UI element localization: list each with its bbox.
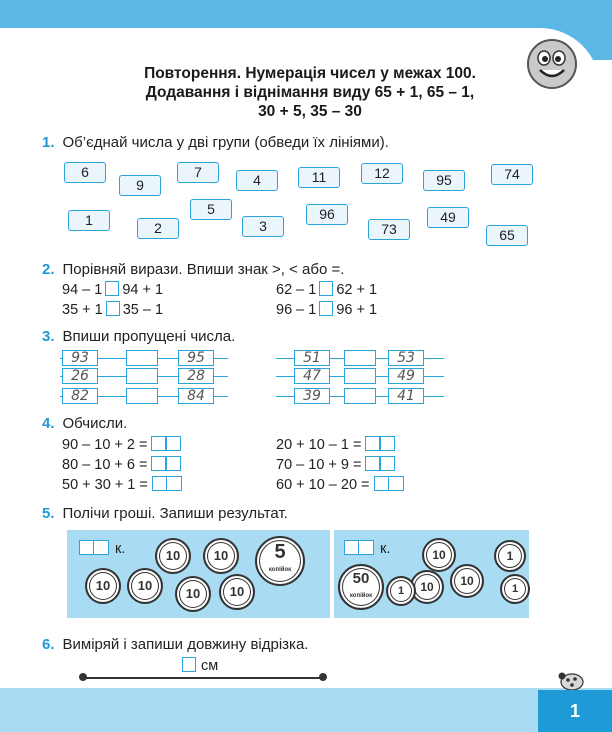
seq-cell: 26 <box>62 368 98 384</box>
seq-cell: 93 <box>62 350 98 366</box>
page-title <box>95 64 525 121</box>
segment-line <box>83 677 323 679</box>
coin: 1 <box>500 574 530 604</box>
answer-box[interactable] <box>151 456 181 471</box>
seq-cell: 82 <box>62 388 98 404</box>
calc-row <box>276 436 395 453</box>
task-text: Впиши пропущені числа. <box>62 328 236 345</box>
number-box[interactable]: 9 <box>119 175 161 196</box>
number-sequence <box>60 388 228 404</box>
title-line-2: Додавання і віднімання виду 65 + 1, 65 – 1, <box>145 84 475 101</box>
calc-row <box>62 436 181 453</box>
task-number: 6. <box>42 636 55 653</box>
answer-box[interactable] <box>365 456 395 471</box>
coin: 1 <box>386 576 416 606</box>
number-sequence <box>60 350 228 366</box>
coin-value: 50 <box>352 570 370 587</box>
number-box[interactable]: 11 <box>298 167 340 188</box>
sign-box[interactable] <box>319 281 333 296</box>
calc-expression: 50 + 30 + 1 = <box>62 477 148 493</box>
compare-row <box>276 301 377 318</box>
coin: 10 <box>127 568 163 604</box>
coin-panel-left <box>67 530 330 618</box>
answer-box[interactable] <box>151 436 181 451</box>
coin: 1 <box>494 540 526 572</box>
seq-cell: 53 <box>388 350 424 366</box>
number-box[interactable]: 65 <box>486 225 528 246</box>
task-number: 5. <box>42 505 55 522</box>
number-box[interactable]: 2 <box>137 218 179 239</box>
expr-a: 94 – 1 <box>62 282 103 298</box>
compare-row <box>62 301 163 318</box>
coin-label: копійок <box>349 593 373 599</box>
sign-box[interactable] <box>319 301 333 316</box>
answer-box[interactable] <box>152 476 182 491</box>
calc-expression: 20 + 10 – 1 = <box>276 437 362 453</box>
number-box[interactable]: 6 <box>64 162 106 183</box>
number-box[interactable]: 7 <box>177 162 219 183</box>
number-box[interactable]: 12 <box>361 163 403 184</box>
coin: 10 <box>422 538 456 572</box>
seq-cell: 47 <box>294 368 330 384</box>
number-sequence <box>60 368 228 384</box>
seq-blank[interactable] <box>126 368 158 384</box>
answer-box[interactable] <box>374 476 404 491</box>
task-text: Полічи гроші. Запиши результат. <box>62 505 288 522</box>
number-sequence <box>276 350 444 366</box>
seq-blank[interactable] <box>344 368 376 384</box>
expr-b: 96 + 1 <box>336 302 378 318</box>
bottom-band <box>0 688 612 732</box>
coin: 10 <box>219 574 255 610</box>
coin-50 <box>338 564 384 610</box>
task-text: Об’єднай числа у дві групи (обведи їх лініями). <box>62 134 389 151</box>
expr-b: 62 + 1 <box>336 282 378 298</box>
seq-cell: 28 <box>178 368 214 384</box>
number-box[interactable]: 74 <box>491 164 533 185</box>
money-answer <box>79 540 125 557</box>
number-box[interactable]: 5 <box>190 199 232 220</box>
number-sequence <box>276 368 444 384</box>
seq-cell: 95 <box>178 350 214 366</box>
expr-a: 35 + 1 <box>62 302 103 318</box>
number-box[interactable]: 95 <box>423 170 465 191</box>
compare-row <box>62 281 163 298</box>
calc-row <box>62 476 182 493</box>
answer-box[interactable] <box>182 657 196 672</box>
calc-expression: 90 – 10 + 2 = <box>62 437 148 453</box>
expr-b: 94 + 1 <box>122 282 164 298</box>
ladybug-icon <box>556 668 586 692</box>
coin: 10 <box>450 564 484 598</box>
number-box[interactable]: 3 <box>242 216 284 237</box>
title-line-1: Повторення. Нумерація чисел у межах 100. <box>144 65 476 82</box>
number-box[interactable]: 1 <box>68 210 110 231</box>
expr-a: 62 – 1 <box>276 282 317 298</box>
calc-row <box>276 456 395 473</box>
coin-label: копійок <box>268 567 292 573</box>
coin: 10 <box>175 576 211 612</box>
page-number: 1 <box>538 690 612 732</box>
seq-blank[interactable] <box>344 388 376 404</box>
task-2-heading <box>42 261 344 278</box>
coin: 10 <box>85 568 121 604</box>
answer-box[interactable] <box>344 540 374 555</box>
number-sequence <box>276 388 444 404</box>
seq-cell: 39 <box>294 388 330 404</box>
length-answer <box>182 657 218 674</box>
seq-cell: 41 <box>388 388 424 404</box>
smiley-icon <box>526 38 578 90</box>
expr-b: 35 – 1 <box>122 302 164 318</box>
unit-label: к. <box>380 541 391 557</box>
number-box[interactable]: 4 <box>236 170 278 191</box>
task-text: Обчисли. <box>62 415 128 432</box>
seq-blank[interactable] <box>344 350 376 366</box>
coin-5 <box>255 536 305 586</box>
unit-label: к. <box>115 541 126 557</box>
task-number: 3. <box>42 328 55 345</box>
number-box[interactable]: 73 <box>368 219 410 240</box>
seq-cell: 49 <box>388 368 424 384</box>
calc-row <box>62 456 181 473</box>
task-text: Виміряй і запиши довжину відрізка. <box>62 636 309 653</box>
task-6-heading <box>42 636 308 653</box>
coin: 10 <box>410 570 444 604</box>
compare-row <box>276 281 377 298</box>
calc-row <box>276 476 404 493</box>
money-answer <box>344 540 390 557</box>
seq-blank[interactable] <box>126 388 158 404</box>
task-number: 2. <box>42 261 55 278</box>
coin-panel-right <box>334 530 529 618</box>
seq-cell: 84 <box>178 388 214 404</box>
task-number: 4. <box>42 415 55 432</box>
sign-box[interactable] <box>105 281 119 296</box>
answer-box[interactable] <box>365 436 395 451</box>
calc-expression: 80 – 10 + 6 = <box>62 457 148 473</box>
task-number: 1. <box>42 134 55 151</box>
task-5-heading <box>42 505 288 522</box>
coin: 10 <box>203 538 239 574</box>
title-line-3: 30 + 5, 35 – 30 <box>258 103 362 120</box>
calc-expression: 60 + 10 – 20 = <box>276 477 370 493</box>
sign-box[interactable] <box>106 301 120 316</box>
task-3-heading <box>42 328 235 345</box>
answer-box[interactable] <box>79 540 109 555</box>
seq-blank[interactable] <box>126 350 158 366</box>
calc-expression: 70 – 10 + 9 = <box>276 457 362 473</box>
coin-value: 5 <box>274 541 286 563</box>
number-box[interactable]: 96 <box>306 204 348 225</box>
task-text: Порівняй вирази. Впиши знак >, < або =. <box>62 261 345 278</box>
task-4-heading <box>42 415 127 432</box>
expr-a: 96 – 1 <box>276 302 317 318</box>
seq-cell: 51 <box>294 350 330 366</box>
unit-label: см <box>201 658 219 674</box>
task-1-heading <box>42 134 389 151</box>
coin: 10 <box>155 538 191 574</box>
number-box[interactable]: 49 <box>427 207 469 228</box>
